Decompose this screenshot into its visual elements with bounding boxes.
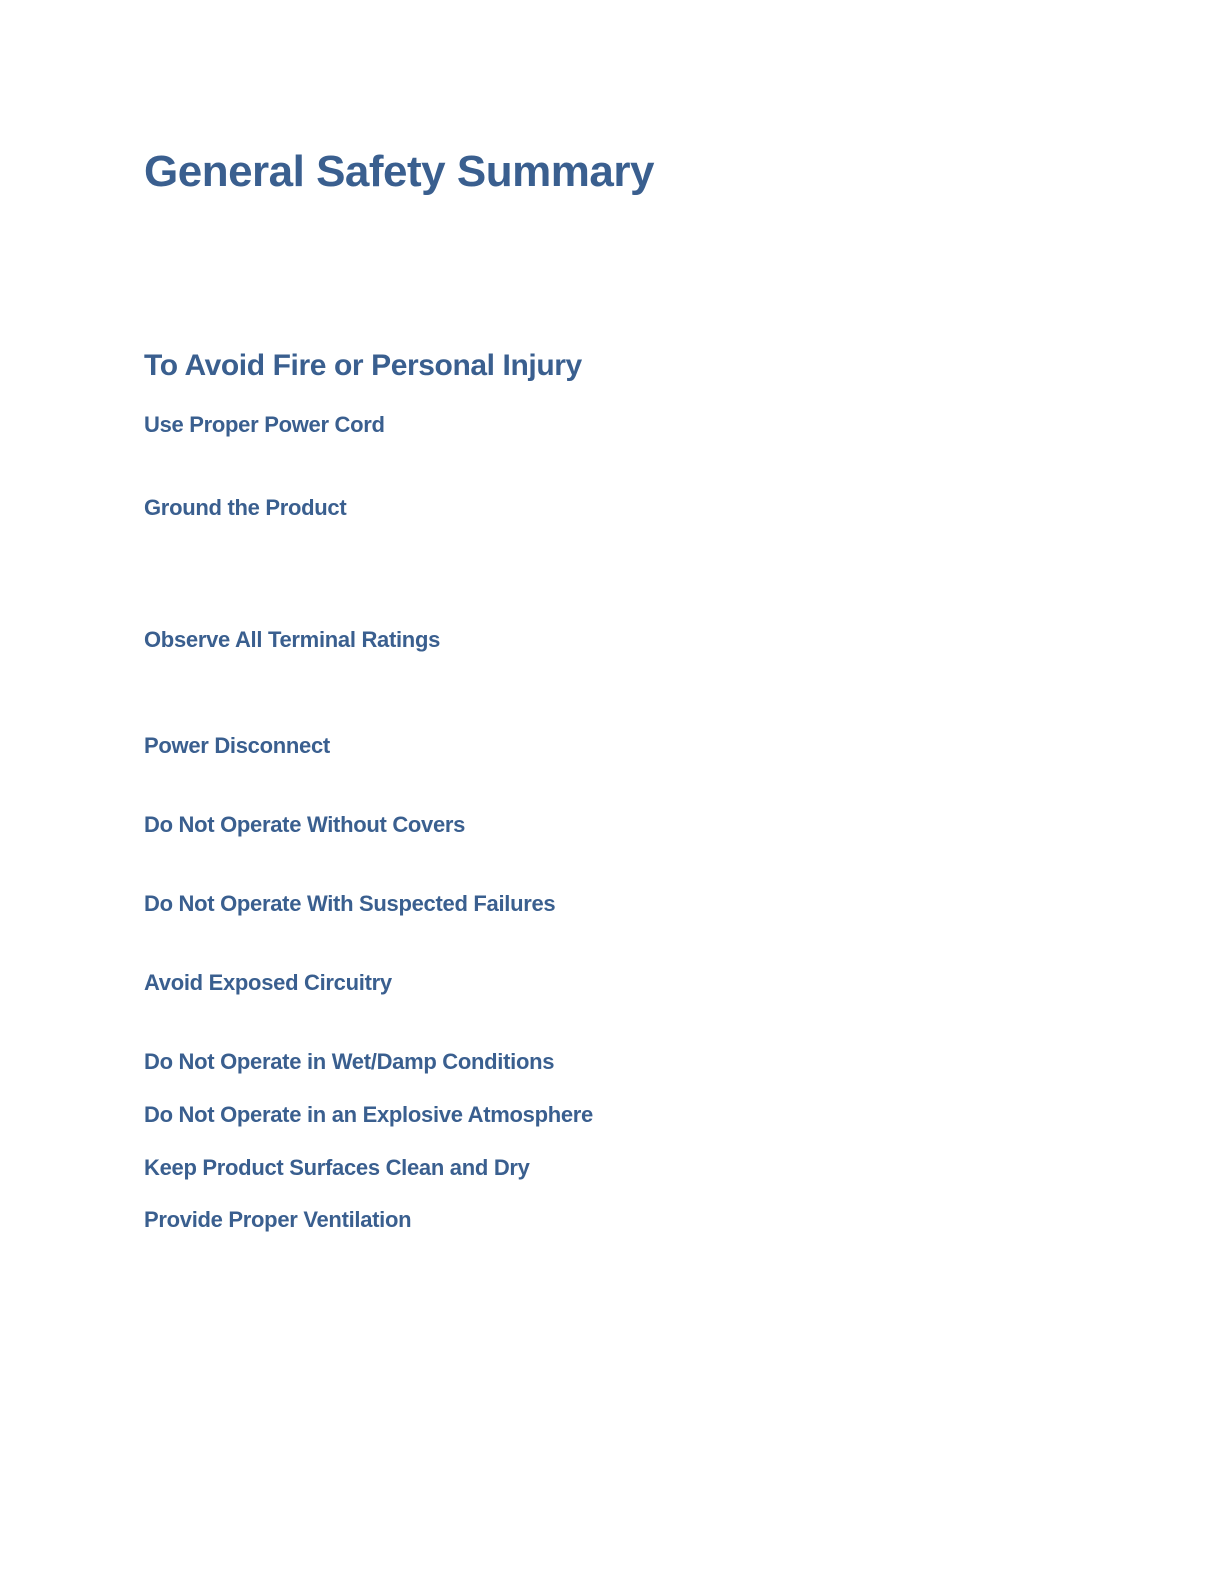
subheading-wet-damp-conditions: Do Not Operate in Wet/Damp Conditions xyxy=(144,1049,555,1074)
subheading-proper-ventilation: Provide Proper Ventilation xyxy=(144,1207,412,1232)
subheading-use-proper-power-cord: Use Proper Power Cord xyxy=(144,412,385,437)
subheading-observe-terminal-ratings: Observe All Terminal Ratings xyxy=(144,627,441,652)
subheading-explosive-atmosphere: Do Not Operate in an Explosive Atmosphere xyxy=(144,1102,593,1127)
subheading-suspected-failures: Do Not Operate With Suspected Failures xyxy=(144,891,556,916)
subheading-clean-and-dry: Keep Product Surfaces Clean and Dry xyxy=(144,1155,530,1180)
subheading-exposed-circuitry: Avoid Exposed Circuitry xyxy=(144,970,392,995)
subheading-power-disconnect: Power Disconnect xyxy=(144,733,330,758)
subheading-without-covers: Do Not Operate Without Covers xyxy=(144,812,466,837)
section-heading: To Avoid Fire or Personal Injury xyxy=(144,349,582,382)
subheading-ground-the-product: Ground the Product xyxy=(144,495,347,520)
page-title: General Safety Summary xyxy=(144,147,654,196)
